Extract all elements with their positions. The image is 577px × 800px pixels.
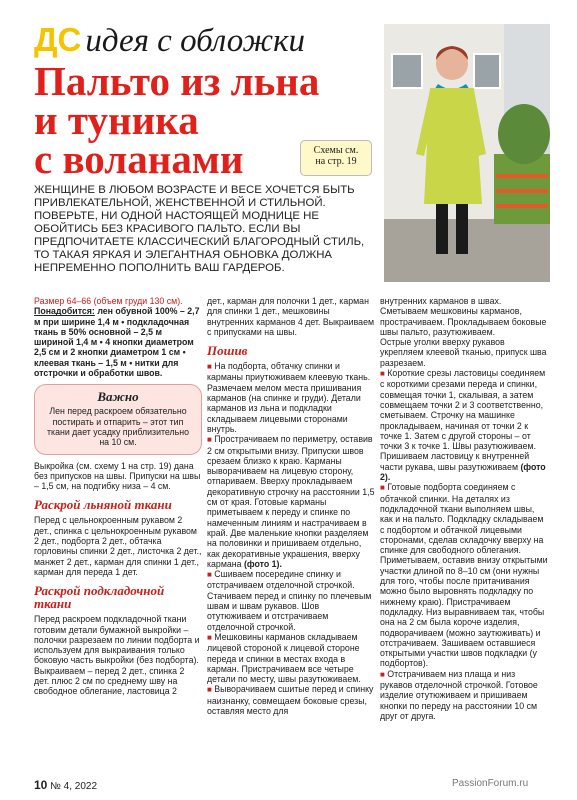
intro-text: ЖЕНЩИНЕ В ЛЮБОМ ВОЗРАСТЕ И ВЕСЕ ХОЧЕТСЯ БЫТЬ ПРИВЛЕКАТЕЛЬНОЙ, ЖЕНСТВЕННОЙ И СТИЛЬНОЙ. ПОВЕРЬТЕ, НИ ОДНОЙ НАСТОЯЩЕЙ МОДНИЦЕ НЕ ОБОЙТИСЬ БЕЗ КРАСИВОГО ПАЛЬТО. ЕСЛИ ВЫ ПРЕДПОЧИТАЕТЕ КЛАССИЧЕСКИЙ БЛАГОРОДНЫЙ СТИЛЬ, ТО ТАКАЯ ЯРКАЯ И ЭЛЕГАНТНАЯ ОБНОВКА ДОЛЖНА НЕПРЕМЕННО ПОПОЛНИТЬ ВАШ ГАРДЕРОБ. bbox=[34, 184, 365, 274]
col3-lead: внутренних карманов в швах. Сметываем мешковины карманов, прострачиваем. Прокладываем боковые швы пальто, разутюживаем. bbox=[380, 296, 547, 337]
bullet-square-icon: ■ bbox=[207, 435, 212, 445]
sew-step-4: Мешковины карманов складываем лицевой стороной к лицевой стороне переда и спинки в местах входа в карман. Пристрачиваем все четыре детали по месту, швы разутюживаем. bbox=[207, 631, 361, 685]
bullet-square-icon: ■ bbox=[207, 632, 212, 642]
cut-linen-text: Перед с цельнокроенным рукавом 2 дет., спинка с цельнокроенным рукавом 2 дет., подборта 2 дет., обтачка горловины спинки 2 дет., листочка 2 дет., манжет 2 дет., карман для спинки 1 дет., карман для переда 1 дет. bbox=[34, 515, 202, 577]
note-title: Важно bbox=[97, 389, 139, 405]
title-line-2: и туника bbox=[34, 97, 199, 143]
bullet-square-icon: ■ bbox=[380, 369, 385, 379]
section-kicker bbox=[34, 21, 305, 60]
bullet-square-icon: ■ bbox=[380, 669, 385, 679]
page-footer bbox=[34, 778, 97, 792]
cut-lining-text: Перед раскроем подкладочной ткани готовим детали бумажной выкройки – полочки разрезаем по линии подборта и используем для выкраивания только боковую часть выкройки (без подборта). Выкраиваем – перед 2 дет., спинка 2 дет. плюс 2 см по среднему шву на свободное облегание, ластовица 2 bbox=[34, 614, 200, 697]
sew-step-5: Выворачиваем сшитые перед и спинку наизнанку, совмещаем боковые срезы, оставляя место для bbox=[207, 684, 374, 716]
bullet-square-icon: ■ bbox=[380, 483, 385, 493]
issue-label: № 4, 2022 bbox=[50, 781, 98, 792]
pattern-text: Выкройка (см. схему 1 на стр. 19) дана без припусков на швы. Припуски на швы – 1,5 см, на подгибку низа – 4 см. bbox=[34, 460, 201, 492]
page-number: 10 bbox=[34, 778, 48, 792]
photo-1-ref: (фото 1). bbox=[243, 558, 282, 569]
important-note bbox=[34, 384, 202, 454]
schemes-line-1: Схемы см. bbox=[313, 145, 359, 156]
sew-heading: Пошив bbox=[207, 343, 248, 359]
schemes-line-2: на стр. 19 bbox=[315, 156, 357, 167]
photo-illustration bbox=[384, 24, 550, 282]
col2-lead: дет., карман для полочки 1 дет., карман для спинки 1 дет., мешковины внутренних карманов 4 дет. Выкраиваем с припусками на швы. bbox=[207, 296, 375, 337]
size-text: Размер 64–66 (объем груди 130 см). bbox=[34, 296, 183, 306]
sew-step-3: Сшиваем посередине спинку и отстрачиваем отделочной строчкой. Стачиваем перед и спинку по плечевым швам и швам рукавов. Шов отутюживаем и отстрачиваем отделочной строчкой. bbox=[207, 569, 372, 632]
bullet-square-icon: ■ bbox=[207, 362, 212, 372]
sew-step-7: Готовые подборта соединяем с обтачкой спинки. На деталях из подкладочной ткани выполняем швы, как и на пальто. Подкладку складываем с подбортом и обтачкой лицевыми сторонами, сделав складочку вверху на спинке для свободного облегания. Приметываем, оставив внизу открытыми участки длиной по 8–10 см (они нужны для того, чтобы после притачивания можно было выровнять подкладку по нижнему краю). Пристрачиваем подкладку. Низ выравниваем так, чтобы она на 2 см была короче изделия, подворачиваем (можно заутюживать) и отстрачиваем. Зашиваем оставшиеся открытыми участки швов подкладки (у подбортов). bbox=[380, 482, 548, 669]
sew-step-2: Прострачиваем по периметру, оставив 2 см открытыми внизу. Припуски швов срезаем близко к краю. Карманы выворачиваем на лицевую сторону, отпариваем. Вверху прокладываем декоративную строчку на расстоянии 1,5 см от края. Готовые карманы приметываем к переду и спинке по намеченным линиям и настрачиваем в край. Две маленькие кнопки разделяем на половинки и пришиваем отдельно, как декоративные украшения, вверху кармана bbox=[207, 434, 375, 569]
col3-lead-2: Острые уголки вверху рукавов укрепляем клеевой тканью, припуск шва разрезаем. bbox=[380, 337, 547, 368]
column-1 bbox=[34, 296, 202, 697]
cut-lining-heading: Раскрой подкладочной ткани bbox=[34, 583, 165, 612]
brand-logo: ДС bbox=[34, 21, 82, 58]
materials-label: Понадобится: bbox=[34, 306, 95, 317]
column-3 bbox=[380, 296, 548, 721]
model-photo bbox=[384, 24, 550, 282]
photo-2-ref: (фото 2). bbox=[380, 461, 546, 483]
sew-step-1: На подборта, обтачку спинки и карманы приутюживаем клеевую ткань. Размечаем мелом места пришивания карманов (на спинке и груди). Детали карманов из льна и подкладки складываем лицевыми сторонами внутрь. bbox=[207, 361, 371, 434]
schemes-note bbox=[300, 140, 372, 176]
bullet-square-icon: ■ bbox=[207, 570, 212, 580]
sew-step-6: Короткие срезы ластовицы соединяем с короткими срезами переда и спинки, совмещая точки 1, скалывая, а затем совмещаем точки 2 и 3 соответственно, сметываем. Строчку на машинке прокладываем, начиная от точки 2 к точке 1. Затем с другой стороны – от точки 3 к точке 1. Швы разутюживаем. Пришиваем ластовицу к внутренней части рукава, швы разутюживаем bbox=[380, 368, 546, 472]
bullet-square-icon: ■ bbox=[207, 685, 212, 695]
kicker-text: идея с обложки bbox=[85, 23, 306, 59]
title-line-3: с воланами bbox=[34, 136, 244, 182]
watermark: PassionForum.ru bbox=[452, 778, 529, 789]
cut-linen-heading: Раскрой льняной ткани bbox=[34, 497, 172, 513]
column-2 bbox=[207, 296, 375, 716]
materials-text: лен обувной 100% – 2,7 м при ширине 1,4 м • подкладочная ткань в 50% основной – 2,5 м шириной 1,4 м • 4 кнопки диаметром 2,5 см и 2 кнопки диаметром 1 см • клеевая ткань – 1,5 м • нитки для отстрочки и обработки швов. bbox=[34, 306, 200, 379]
note-text: Лен перед раскроем обязательно постирать и отпарить – этот тип ткани дает усадку приблизительно на 10 см. bbox=[47, 406, 189, 448]
title-line-1: Пальто из льна bbox=[34, 58, 320, 104]
sew-step-8: Отстрачиваем низ плаща и низ рукавов отделочной строчкой. Готовое изделие отутюживаем и пришиваем кнопки по переду на расстоянии 10 см друг от друга. bbox=[380, 668, 538, 721]
